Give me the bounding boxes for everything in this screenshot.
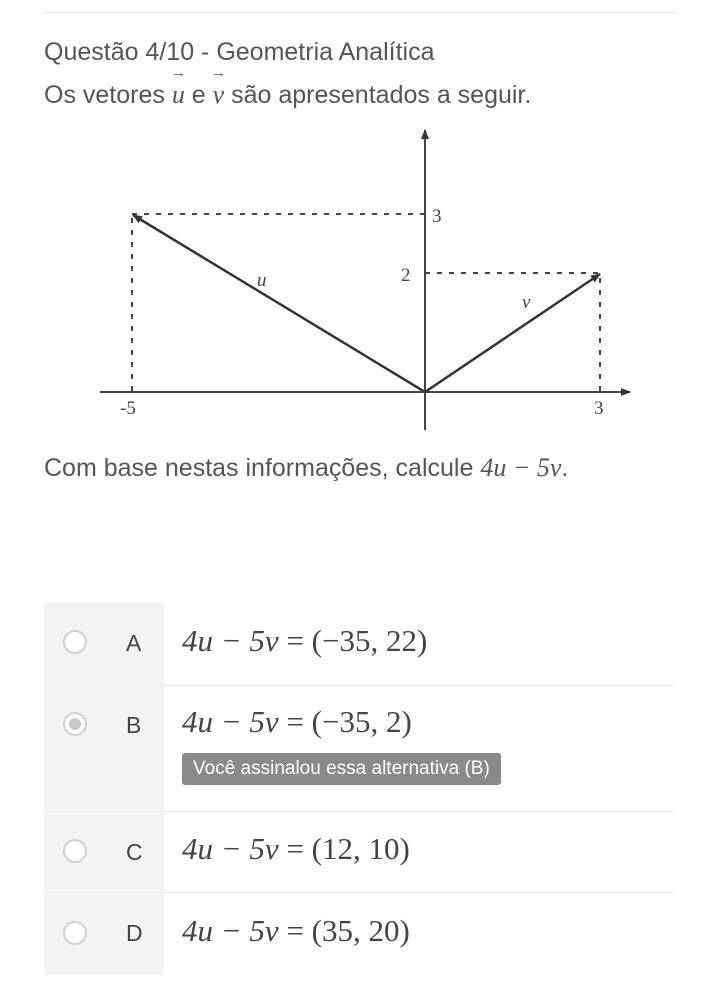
option-a[interactable] xyxy=(44,603,676,685)
question-intro xyxy=(44,80,531,110)
prompt-math: 4u − 5v xyxy=(480,453,562,482)
vector-v-arrow xyxy=(425,274,600,392)
option-b-radio[interactable] xyxy=(63,712,87,736)
option-b-rhs: = (−35, 2) xyxy=(286,704,412,739)
option-d[interactable] xyxy=(44,892,676,975)
prompt-prefix: Com base nestas informações, calcule xyxy=(44,454,481,482)
vector-v-label: v xyxy=(522,292,531,313)
option-d-radio[interactable] xyxy=(63,921,87,945)
option-b-content[interactable] xyxy=(164,686,676,811)
option-d-expression xyxy=(182,913,410,949)
vector-u-arrow xyxy=(133,215,425,392)
option-a-content[interactable] xyxy=(164,603,676,685)
question-prompt xyxy=(44,453,568,483)
option-c-rhs: = (12, 10) xyxy=(286,831,410,866)
option-b-selector[interactable] xyxy=(44,686,164,811)
option-d-rhs: = (35, 20) xyxy=(286,913,410,948)
option-a-rhs: = (−35, 22) xyxy=(286,623,428,658)
intro-vector-v: → v xyxy=(213,80,225,110)
option-d-selector[interactable] xyxy=(44,893,164,975)
prompt-suffix: . xyxy=(561,454,569,482)
option-d-lhs: 4u − 5v xyxy=(182,913,279,948)
intro-suffix: são apresentados a seguir. xyxy=(224,81,532,109)
option-d-content[interactable] xyxy=(164,893,676,975)
vector-u-label: u xyxy=(257,270,267,291)
option-c[interactable] xyxy=(44,811,676,892)
tick-label-y-3: 3 xyxy=(432,206,442,227)
option-b-expression xyxy=(182,704,412,740)
answer-options xyxy=(44,603,676,975)
option-b[interactable] xyxy=(44,685,676,811)
option-c-lhs: 4u − 5v xyxy=(182,831,279,866)
option-a-letter: A xyxy=(126,630,142,656)
option-c-content[interactable] xyxy=(164,812,676,892)
option-a-selector[interactable] xyxy=(44,603,164,685)
question-title: Questão 4/10 - Geometria Analítica xyxy=(44,38,435,66)
intro-vector-u: → u xyxy=(172,80,185,110)
intro-mid: e xyxy=(184,81,213,109)
option-b-letter: B xyxy=(126,712,142,738)
tick-label-x-3: 3 xyxy=(594,398,604,419)
tick-label-y-2: 2 xyxy=(401,265,411,286)
option-c-radio[interactable] xyxy=(63,839,87,863)
intro-prefix: Os vetores xyxy=(44,81,172,109)
option-c-letter: C xyxy=(126,839,143,865)
tick-label-x-neg5: -5 xyxy=(120,398,136,419)
vector-figure xyxy=(0,118,720,438)
option-d-letter: D xyxy=(126,920,143,946)
option-a-radio[interactable] xyxy=(63,630,87,654)
top-divider xyxy=(44,12,676,13)
option-c-selector[interactable] xyxy=(44,812,164,892)
option-a-expression xyxy=(182,623,427,659)
option-c-expression xyxy=(182,831,410,867)
option-a-lhs: 4u − 5v xyxy=(182,623,279,658)
selected-answer-badge: Você assinalou essa alternativa (B) xyxy=(182,753,501,785)
option-b-lhs: 4u − 5v xyxy=(182,704,279,739)
